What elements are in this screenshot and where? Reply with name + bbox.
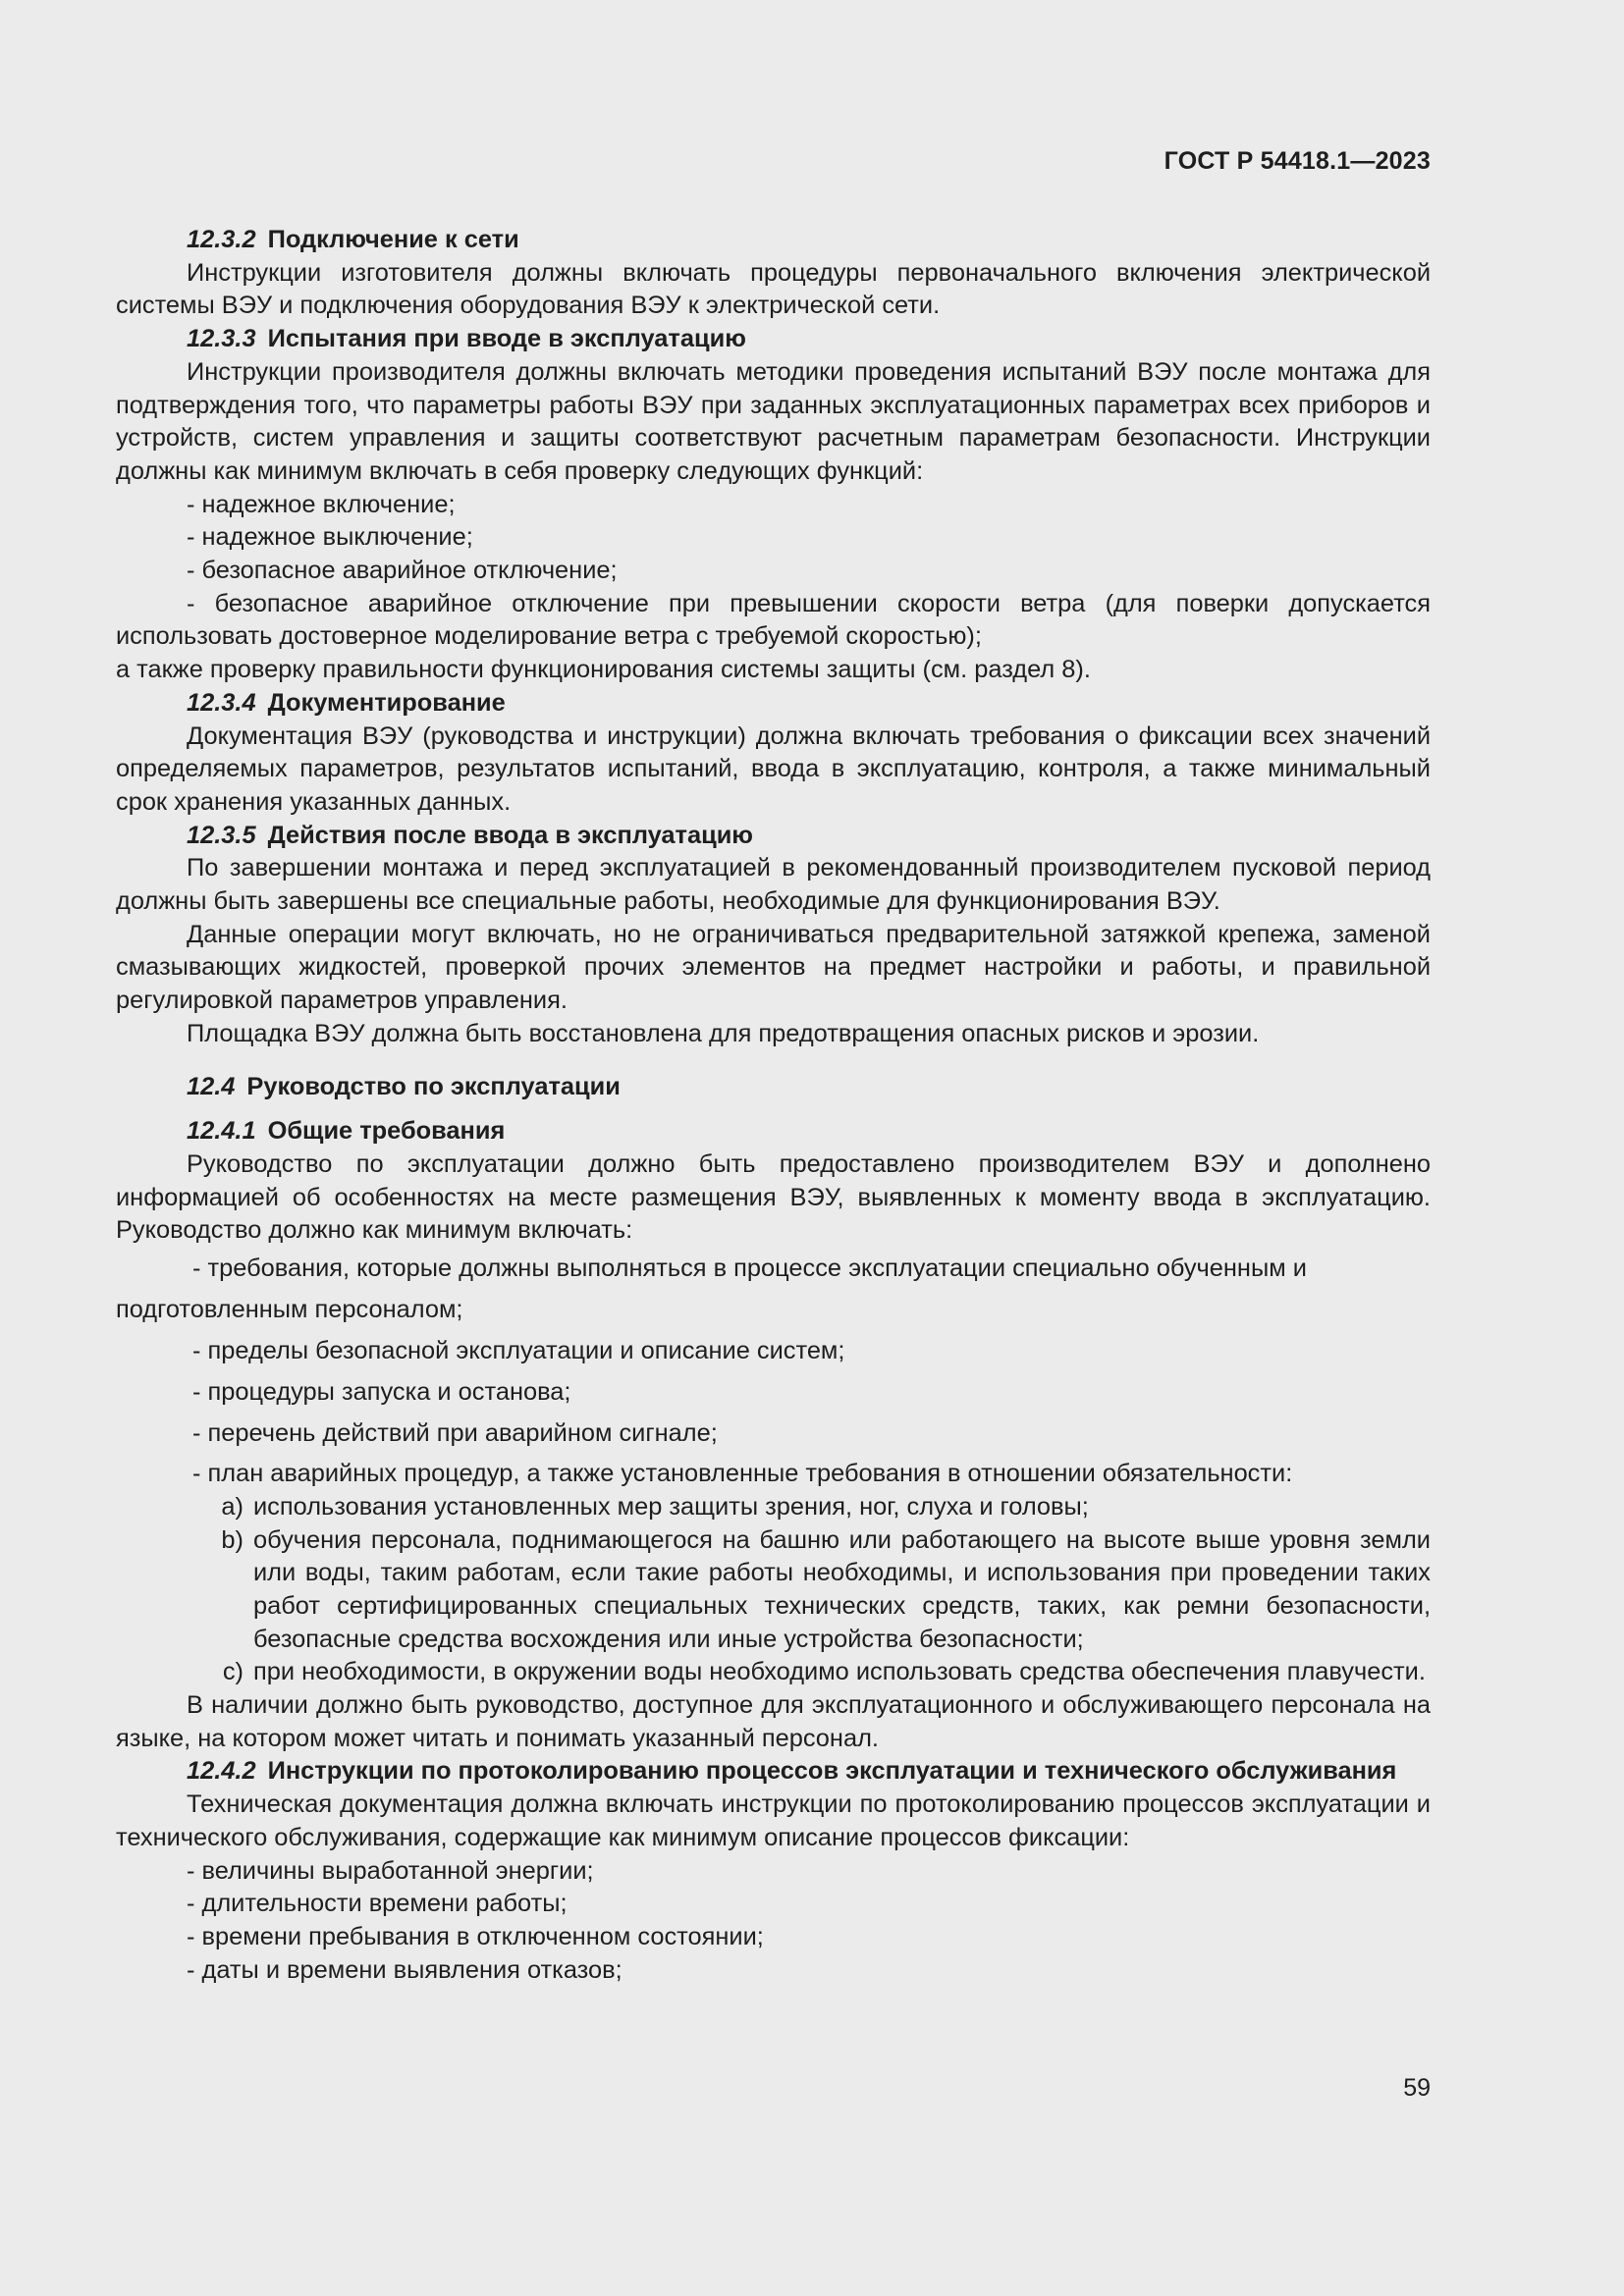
- section-number: 12.3.3: [187, 325, 256, 353]
- section-title: Документирование: [267, 688, 506, 717]
- list-item-text: - требования, которые должны выполняться в процессе эксплуатации специально обученным и: [192, 1255, 1307, 1283]
- paragraph: Руководство по эксплуатации должно быть предоставлено производителем ВЭУ и дополнено информацией об особенностях на месте размещения ВЭУ, выявленных к моменту ввода в эксплуатацию. Руководство должно как минимум включать:: [116, 1149, 1431, 1245]
- section-number: 12.4.2: [187, 1757, 256, 1786]
- sub-list-text: при необходимости, в окружении воды необходимо использовать средства обеспечения плавучести.: [253, 1658, 1426, 1686]
- list-item: - безопасное аварийное отключение при превышении скорости ветра (для поверки допускается использовать достоверное моделирование ветра с требуемой скоростью);: [116, 589, 1431, 651]
- document-body: [116, 224, 1431, 1987]
- section-heading-12-3-2: [187, 224, 1431, 257]
- paragraph: Инструкции изготовителя должны включать процедуры первоначального включения электрической системы ВЭУ и подключения оборудования ВЭУ к электрической сети.: [116, 258, 1431, 320]
- paragraph: Документация ВЭУ (руководства и инструкции) должна включать требования о фиксации всех значений определяемых параметров, результатов испытаний, ввода в эксплуатацию, контроля, а также минимальный срок хранения указанных данных.: [116, 721, 1431, 816]
- paragraph: Данные операции могут включать, но не ограничиваться предварительной затяжкой крепежа, заменой смазывающих жидкостей, проверкой прочих элементов на предмет настройки и работы, и правильной регулировкой параметров управления.: [116, 920, 1431, 1015]
- section-number: 12.3.5: [187, 821, 256, 849]
- list-item: - безопасное аварийное отключение;: [187, 557, 618, 585]
- sub-list-marker: с): [222, 1658, 244, 1686]
- section-number: 12.3.2: [187, 226, 256, 253]
- list-item: - даты и времени выявления отказов;: [187, 1955, 623, 1984]
- section-title: Подключение к сети: [267, 226, 519, 253]
- section-number: 12.3.4: [187, 688, 256, 717]
- section-title: Руководство по эксплуатации: [246, 1072, 621, 1100]
- list-item-continuation: подготовленным персоналом;: [116, 1296, 463, 1324]
- section-title: Инструкции по протоколированию процессов эксплуатации и технического обслуживания: [267, 1757, 1397, 1786]
- document-id-header: ГОСТ Р 54418.1—2023: [1164, 147, 1431, 175]
- list-item: - пределы безопасной эксплуатации и описание систем;: [192, 1337, 845, 1365]
- list-item: - величины выработанной энергии;: [187, 1856, 594, 1885]
- sub-list-item: [206, 1491, 1431, 1524]
- section-heading-12-3-3: [187, 323, 1431, 356]
- sub-list-marker: b): [221, 1525, 244, 1554]
- paragraph: Техническая документация должна включать инструкции по протоколированию процессов эксплуатации и технического обслуживания, содержащие как минимум описание процессов фиксации:: [116, 1790, 1431, 1851]
- list-item: - процедуры запуска и останова;: [192, 1378, 571, 1407]
- section-number: 12.4.1: [187, 1117, 256, 1146]
- sub-list-text: обучения персонала, поднимающегося на башню или работающего на высоте выше уровня земли или воды, таким работам, если такие работы необходимы, и использования при проведении таких работ сертифицированных специальных технических средств, таких, как ремни безопасности, безопасные средства восхождения или иные устройства безопасности;: [253, 1525, 1431, 1653]
- paragraph: а также проверку правильности функционирования системы защиты (см. раздел 8).: [116, 656, 1091, 684]
- list-item: - надежное выключение;: [187, 523, 473, 552]
- section-heading-12-3-4: [187, 687, 1431, 721]
- section-number: 12.4: [187, 1072, 236, 1100]
- paragraph: В наличии должно быть руководство, доступное для эксплуатационного и обслуживающего персонала на языке, на котором может читать и понимать указанный персонал.: [116, 1691, 1431, 1752]
- section-title: Действия после ввода в эксплуатацию: [267, 821, 753, 849]
- list-item: - план аварийных процедур, а также установленные требования в отношении обязательности:: [192, 1460, 1293, 1488]
- section-heading-12-4-1: [187, 1115, 1431, 1148]
- sub-list-item: [206, 1656, 1431, 1689]
- paragraph: Площадка ВЭУ должна быть восстановлена для предотвращения опасных рисков и эрозии.: [187, 1019, 1260, 1047]
- page-number: 59: [1403, 2074, 1431, 2102]
- sub-list-marker: а): [221, 1492, 244, 1521]
- list-item: - перечень действий при аварийном сигнале;: [192, 1419, 718, 1448]
- section-heading-12-4-2: [116, 1755, 1431, 1789]
- list-item: - надежное включение;: [187, 490, 456, 518]
- section-heading-12-4: [187, 1071, 1431, 1104]
- paragraph: Инструкции производителя должны включать методики проведения испытаний ВЭУ после монтажа для подтверждения того, что параметры работы ВЭУ при заданных эксплуатационных параметрах всех приборов и устройств, систем управления и защиты соответствуют расчетным параметрам безопасности. Инструкции должны как минимум включать в себя проверку следующих функций:: [116, 357, 1431, 485]
- paragraph: По завершении монтажа и перед эксплуатацией в рекомендованный производителем пусковой период должны быть завершены все специальные работы, необходимые для функционирования ВЭУ.: [116, 854, 1431, 916]
- sub-list-item: [206, 1524, 1431, 1657]
- section-title: Общие требования: [267, 1117, 506, 1146]
- list-item: [116, 1248, 1431, 1330]
- section-title: Испытания при вводе в эксплуатацию: [267, 325, 746, 353]
- list-item: - времени пребывания в отключенном состоянии;: [187, 1922, 764, 1950]
- sub-list-text: использования установленных мер защиты зрения, ног, слуха и головы;: [253, 1492, 1089, 1521]
- list-item: - длительности времени работы;: [187, 1890, 568, 1918]
- section-heading-12-3-5: [187, 820, 1431, 853]
